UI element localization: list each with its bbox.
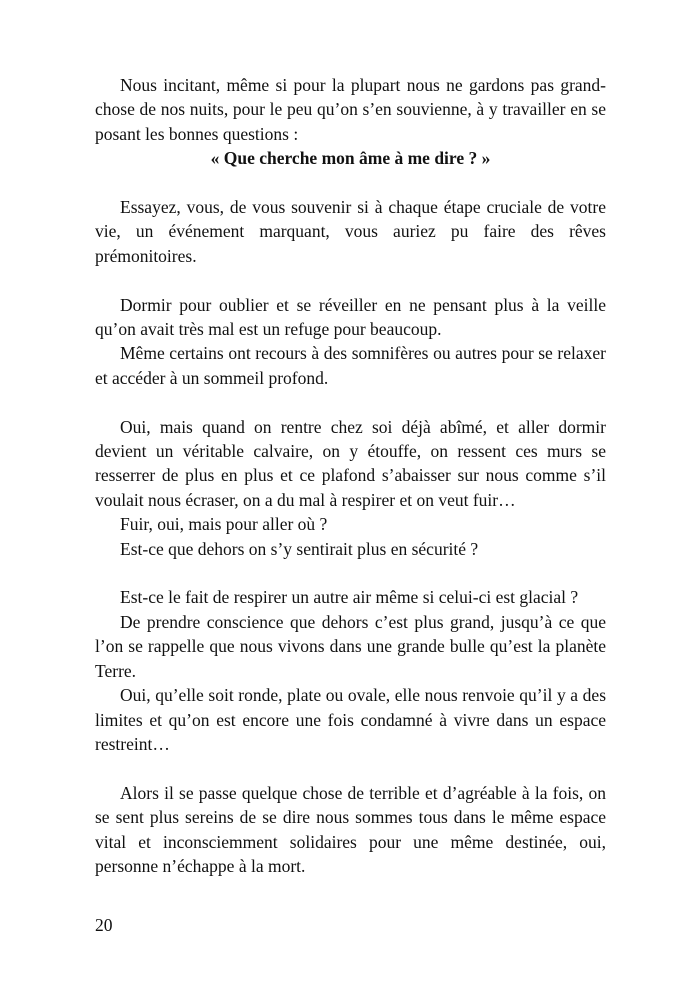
paragraph: Est-ce que dehors on s’y sentirait plus en sécurité ? (120, 538, 479, 559)
paragraph: Même certains ont recours à des somnifères ou autres pour se relaxer et accéder à un sommeil profond. (95, 343, 606, 388)
paragraph-gap (95, 268, 606, 292)
paragraph: Fuir, oui, mais pour aller où ? (120, 514, 328, 535)
paragraph-gap (95, 171, 606, 195)
paragraph: Est-ce le fait de respirer un autre air même si celui-ci est glacial ? (120, 587, 579, 608)
paragraph: Dormir pour oublier et se réveiller en ne pensant plus à la veille qu’on avait très mal est un refuge pour beaucoup. (95, 294, 606, 340)
paragraph-gap (95, 756, 606, 780)
paragraph: Essayez, vous, de vous souvenir si à chaque étape cruciale de votre vie, un événement marquant, vous auriez pu faire des rêves prémonitoires. (95, 197, 606, 266)
question-heading: « Que cherche mon âme à me dire ? » (210, 148, 491, 169)
paragraph-gap (95, 561, 606, 585)
paragraph: Oui, mais quand on rentre chez soi déjà abîmé, et aller dormir devient un véritable calvaire, on y étouffe, on ressent ces murs se resserrer de plus en plus et ce plafond s’abaisser sur nous comme s’il voulait nous écraser, on a du mal à respirer et on veut fuir… (95, 416, 606, 510)
paragraph: De prendre conscience que dehors c’est plus grand, jusqu’à ce que l’on se rappelle que nous vivons dans une grande bulle qu’est la planète Terre. (95, 611, 606, 681)
page-body (95, 73, 606, 878)
paragraph: Alors il se passe quelque chose de terrible et d’agréable à la fois, on se sent plus sereins de se dire nous sommes tous dans le même espace vital et inconsciemment solidaires pour une même destinée, oui, personne n’échappe à la mort. (95, 782, 606, 876)
paragraph-gap (95, 390, 606, 414)
paragraph: Oui, qu’elle soit ronde, plate ou ovale, elle nous renvoie qu’il y a des limites et qu’on est encore une fois condamné à vivre dans un espace restreint… (95, 685, 606, 754)
paragraph: Nous incitant, même si pour la plupart nous ne gardons pas grand-chose de nos nuits, pour le peu qu’on s’en souvienne, à y travailler en se posant les bonnes questions : (95, 75, 606, 144)
page-number: 20 (95, 915, 113, 935)
